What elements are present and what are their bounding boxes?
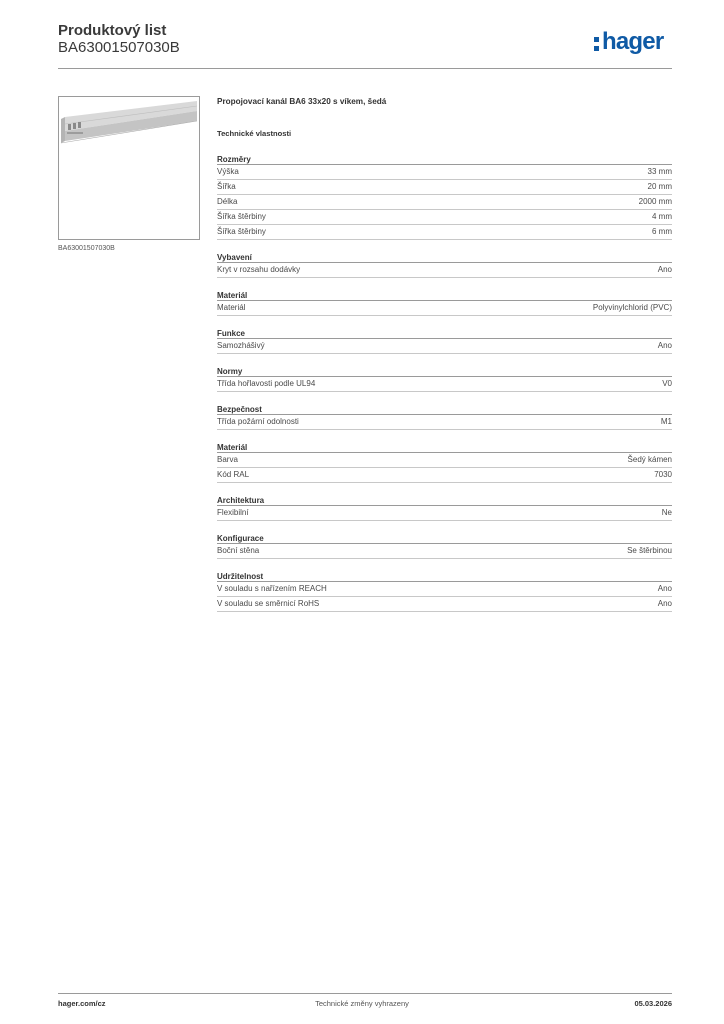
section-title: Normy xyxy=(217,366,672,377)
logo-dots-icon xyxy=(594,37,599,55)
spec-section xyxy=(217,404,672,430)
tech-heading: Technické vlastnosti xyxy=(217,129,292,138)
section-title: Udržitelnost xyxy=(217,571,672,582)
spec-section xyxy=(217,328,672,354)
image-caption: BA63001507030B xyxy=(58,245,115,252)
spec-row xyxy=(217,377,672,392)
spec-value: Se štěrbinou xyxy=(627,546,672,555)
section-title: Rozměry xyxy=(217,154,672,165)
section-title: Materiál xyxy=(217,290,672,301)
product-name: Propojovací kanál BA6 33x20 s víkem, šedá xyxy=(217,97,387,106)
spec-label: Flexibilní xyxy=(217,508,249,517)
section-title: Vybavení xyxy=(217,252,672,263)
spec-value: Polyvinylchlorid (PVC) xyxy=(592,303,672,312)
spec-value: Ne xyxy=(661,508,672,517)
spec-value: M1 xyxy=(660,417,672,426)
product-specs xyxy=(217,96,672,612)
spec-row xyxy=(217,301,672,316)
spec-section xyxy=(217,533,672,559)
section-title: Konfigurace xyxy=(217,533,672,544)
spec-label: Šířka xyxy=(217,182,236,191)
spec-label: Délka xyxy=(217,197,238,206)
spec-section xyxy=(217,290,672,316)
spec-value: 33 mm xyxy=(647,167,672,176)
spec-value: Ano xyxy=(657,599,672,608)
spec-row xyxy=(217,180,672,195)
spec-value: 6 mm xyxy=(652,227,672,236)
spec-section xyxy=(217,154,672,240)
hager-logo xyxy=(594,28,674,58)
footer-website: hager.com/cz xyxy=(58,999,106,1008)
section-title: Materiál xyxy=(217,442,672,453)
spec-section xyxy=(217,571,672,612)
spec-sections xyxy=(217,154,672,612)
header-divider xyxy=(58,68,672,69)
spec-section xyxy=(217,442,672,483)
section-title: Funkce xyxy=(217,328,672,339)
spec-value: 7030 xyxy=(654,470,672,479)
spec-label: Boční stěna xyxy=(217,546,260,555)
spec-row xyxy=(217,506,672,521)
spec-label: Třída hořlavosti podle UL94 xyxy=(217,379,316,388)
document-title: Produktový list xyxy=(58,22,167,39)
product-code: BA63001507030B xyxy=(58,39,180,56)
logo-text: hager xyxy=(602,28,664,55)
spec-row xyxy=(217,468,672,483)
spec-label: Kód RAL xyxy=(217,470,250,479)
spec-value: Šedý kámen xyxy=(627,455,672,464)
spec-value: Ano xyxy=(657,341,672,350)
spec-section xyxy=(217,495,672,521)
section-title: Bezpečnost xyxy=(217,404,672,415)
spec-label: V souladu s nařízením REACH xyxy=(217,584,327,593)
spec-value: Ano xyxy=(657,265,672,274)
spec-label: Výška xyxy=(217,167,239,176)
spec-row xyxy=(217,582,672,597)
footer-date: 05.03.2026 xyxy=(634,999,672,1008)
spec-row xyxy=(217,210,672,225)
spec-label: Barva xyxy=(217,455,238,464)
spec-value: 20 mm xyxy=(647,182,672,191)
spec-row xyxy=(217,339,672,354)
footer-note: Technické změny vyhrazeny xyxy=(315,999,409,1008)
spec-label: Samozhášivý xyxy=(217,341,265,350)
spec-value: 4 mm xyxy=(652,212,672,221)
spec-row xyxy=(217,544,672,559)
section-title: Architektura xyxy=(217,495,672,506)
spec-label: Šířka štěrbiny xyxy=(217,212,266,221)
spec-value: 2000 mm xyxy=(638,197,672,206)
spec-row xyxy=(217,453,672,468)
spec-row xyxy=(217,195,672,210)
spec-row xyxy=(217,263,672,278)
product-image xyxy=(58,96,200,240)
spec-value: V0 xyxy=(662,379,672,388)
spec-section xyxy=(217,252,672,278)
spec-label: Šířka štěrbiny xyxy=(217,227,266,236)
spec-section xyxy=(217,366,672,392)
spec-label: Třída požární odolnosti xyxy=(217,417,299,426)
spec-row xyxy=(217,225,672,240)
spec-label: V souladu se směrnicí RoHS xyxy=(217,599,320,608)
footer-divider xyxy=(58,993,672,994)
spec-value: Ano xyxy=(657,584,672,593)
spec-label: Kryt v rozsahu dodávky xyxy=(217,265,301,274)
spec-row xyxy=(217,597,672,612)
spec-row xyxy=(217,415,672,430)
spec-row xyxy=(217,165,672,180)
spec-label: Materiál xyxy=(217,303,246,312)
